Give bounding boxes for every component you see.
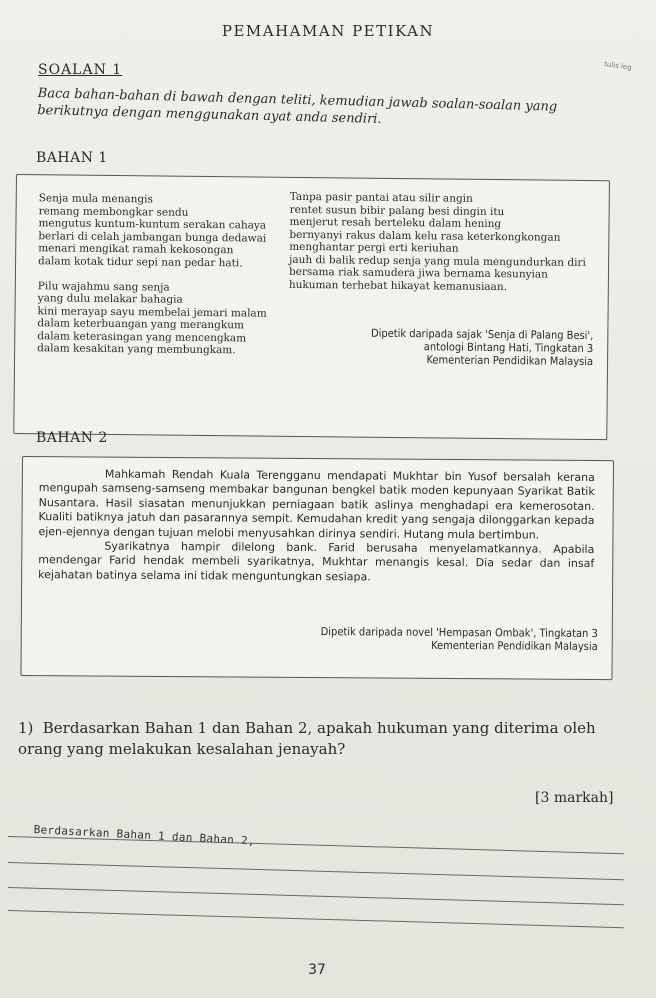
answer-line[interactable] [8, 836, 624, 854]
question-number: 1) [18, 719, 34, 737]
instruction-text: Baca bahan-bahan di bawah dengan teliti, kemudian jawab soalan-soalan yang berikutnya dengan menggunakan ayat anda sendiri. [37, 85, 558, 128]
poem-right-column [289, 191, 587, 294]
bahan2-text [38, 467, 595, 586]
poem-line: dalam kesakitan yang membungkam. [37, 342, 236, 357]
bahan2-source [321, 625, 598, 653]
bahan2-box [20, 456, 614, 680]
page-number: 37 [308, 962, 326, 978]
poem-line: rentet susun bibir palang besi dingin itu [289, 203, 505, 218]
bahan1-source [371, 327, 594, 368]
poem-line: yang dulu melakar bahagia [37, 292, 183, 306]
bahan2-paragraph: Mahkamah Rendah Kuala Terengganu mendapati Mukhtar bin Yusof bersalah kerana mengupah samseng-samseng membakar bangunan bengkel batik moden kepunyaan Syarikat Batik Nusantara. Hasil siasatan menunjukkan perniagaan batik aslinya menghadapi era kemerosotan. Kualiti batiknya jatuh dan pasarannya sempit. Kemudahan kredit yang sengaja dilonggarkan kepada ejen-ejennya dengan tujuan melobi menyusahkan dirinya sendiri. Hutang mula bertimbun. [38, 467, 595, 542]
poem-line: menjerut resah berteleku dalam hening [289, 215, 502, 231]
bahan1-box [13, 174, 610, 440]
poem-left-column [37, 192, 268, 357]
bahan2-paragraph: Syarikatnya hampir dilelong bank. Farid berusaha menyelamatkannya. Apabila mendengar Farid hendak membeli syarikatnya, Mukhtar menangis kesal. Dia sedar dan insaf kejahatan batinya selama ini tidak menguntungkan sesiapa. [38, 539, 595, 584]
question-text: Berdasarkan Bahan 1 dan Bahan 2, apakah hukuman yang diterima oleh orang yang melakukan kesalahan jenayah? [18, 719, 596, 758]
section-label: SOALAN 1 [38, 62, 123, 78]
poem-line: dalam keterbuangan yang merangkum [37, 317, 245, 332]
source-line: Kementerian Pendidikan Malaysia [431, 638, 598, 654]
poem-line: Senja mula menangis [38, 192, 153, 206]
answer-line[interactable] [8, 887, 624, 905]
poem-line: jauh di balik redup senja yang mula mengundurkan diri [289, 253, 586, 269]
source-line: antologi Bintang Hati, Tingkatan 3 [423, 340, 594, 356]
poem-line: berlari di celah jambangan bunga dedawai [38, 229, 267, 245]
poem-line: menari mengikat ramah kekosongan [38, 242, 234, 257]
poem-line: mengutus kuntum-kuntum serakan cahaya [38, 217, 267, 232]
bahan2-heading: BAHAN 2 [36, 430, 108, 446]
poem-line: bersama riak samudera jiwa bernama kesunyian [288, 265, 548, 281]
source-line: Dipetik daripada sajak 'Senja di Palang Besi', [370, 326, 594, 343]
poem-line: hukuman terhebat hikayat kemanusiaan. [288, 278, 508, 293]
poem-line: dalam kotak tidur sepi nan pedar hati. [38, 254, 243, 269]
poem-line: bernyanyi rakus dalam kelu rasa keterkongkongan [289, 228, 561, 244]
margin-scribble: tulis leg [603, 60, 633, 72]
poem-line: remang membongkar sendu [38, 204, 189, 219]
poem-line: menghantar pergi erti keriuhan [289, 240, 459, 255]
answer-line[interactable] [8, 910, 624, 928]
page-title: PEMAHAMAN PETIKAN [221, 22, 435, 40]
bahan1-heading: BAHAN 1 [36, 150, 108, 166]
source-line: Dipetik daripada novel 'Hempasan Ombak', Tingkatan 3 [320, 625, 598, 641]
poem-line: Tanpa pasir pantai atau silir angin [289, 190, 473, 205]
handwritten-answer[interactable]: Berdasarkan Bahan 1 dan Bahan 2, [33, 823, 256, 848]
answer-line[interactable] [8, 862, 624, 880]
poem-line: Pilu wajahmu sang senja [37, 279, 170, 294]
poem-line: kini merayap sayu membelai jemari malam [37, 304, 267, 320]
source-line: Kementerian Pendidikan Malaysia [426, 353, 594, 369]
poem-line: dalam keterasingan yang mencengkam [37, 329, 247, 344]
question-1 [18, 718, 633, 760]
marks-label: [3 markah] [535, 790, 614, 806]
